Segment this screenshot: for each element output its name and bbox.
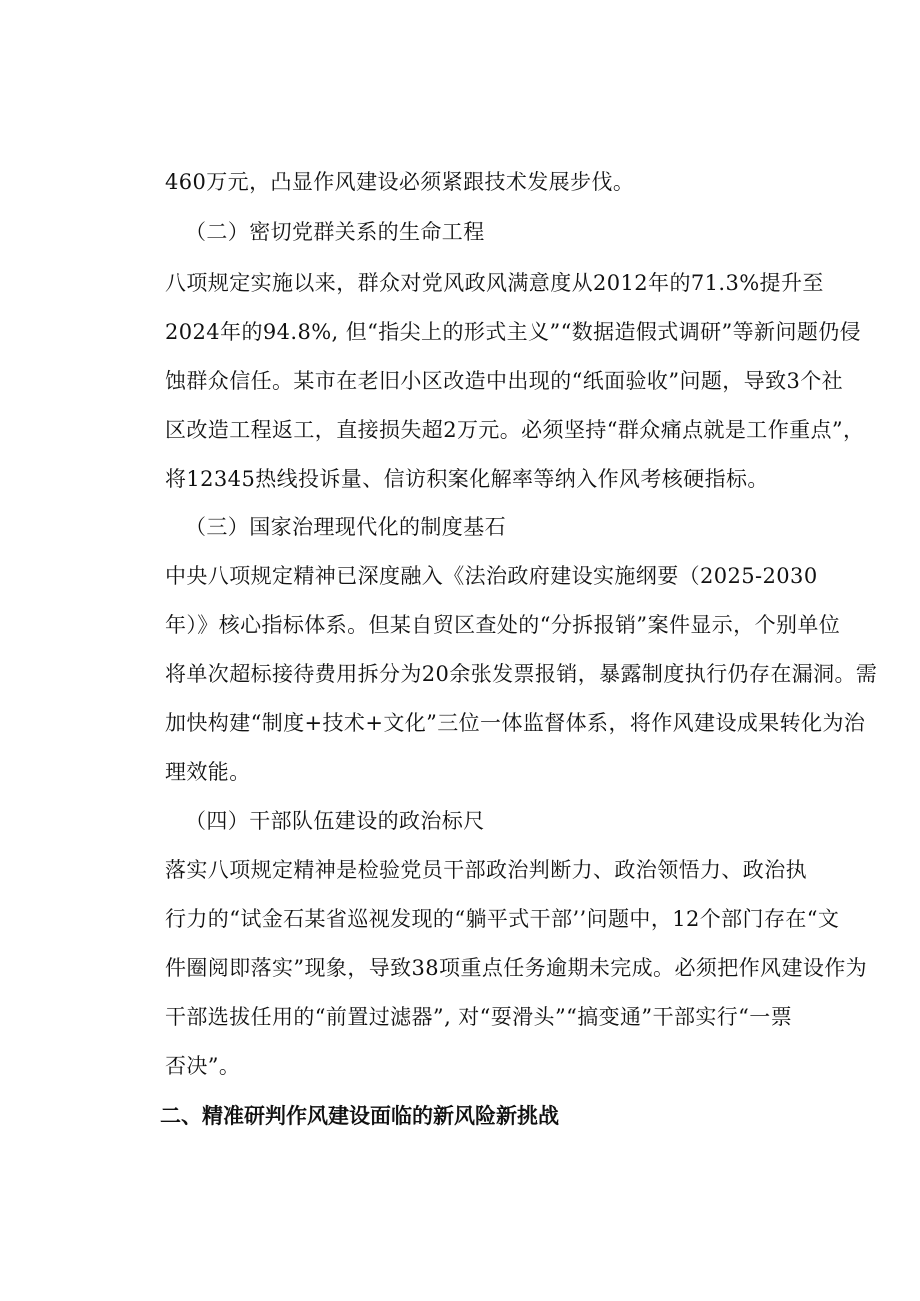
paragraph-line: 460万元，凸显作风建设必须紧跟技术发展步伐。 — [165, 170, 635, 194]
paragraph-line: 年）》核心指标体系。但某自贸区查处的“分拆报销”案件显示，个别单位 — [165, 613, 841, 637]
paragraph-line: 否决”。 — [165, 1054, 241, 1078]
paragraph-line: 加快构建“制度+技术+文化”三位一体监督体系，将作风建设成果转化为治 — [165, 711, 866, 735]
paragraph-line: 八项规定实施以来，群众对党风政风满意度从2012年的71.3%提升至 — [165, 271, 824, 295]
paragraph-line: 落实八项规定精神是检验党员干部政治判断力、政治领悟力、政治执 — [165, 858, 807, 882]
paragraph-line: 区改造工程返工，直接损失超2万元。必须坚持“群众痛点就是工作重点”， — [165, 418, 865, 442]
paragraph-line: 2024年的94.8%, 但“指尖上的形式主义”“数据造假式调研”等新问题仍侵 — [165, 320, 862, 344]
paragraph-line: 干部选拔任用的“前置过滤器”, 对“耍滑头”“搞变通”干部实行“一票 — [165, 1005, 793, 1029]
section-heading: （三）国家治理现代化的制度基石 — [185, 515, 506, 539]
paragraph-line: 理效能。 — [165, 760, 251, 784]
paragraph-line: 将12345热线投诉量、信访积案化解率等纳入作风考核硬指标。 — [165, 467, 769, 491]
paragraph-line: 将单次超标接待费用拆分为20余张发票报销，暴露制度执行仍存在漏洞。需 — [165, 662, 878, 686]
section-heading: （四）干部队伍建设的政治标尺 — [185, 809, 485, 833]
paragraph-line: 蚀群众信任。某市在老旧小区改造中出现的“纸面验收”问题，导致3个社 — [165, 369, 844, 393]
chapter-heading: 二、精准研判作风建设面临的新风险新挑战 — [160, 1104, 559, 1128]
paragraph-line: 行力的“试金石某省巡视发现的“躺平式干部’’问题中，12个部门存在“文 — [165, 907, 840, 931]
paragraph-line: 件圈阅即落实”现象，导致38项重点任务逾期未完成。必须把作风建设作为 — [165, 956, 868, 980]
section-heading: （二）密切党群关系的生命工程 — [185, 220, 485, 244]
paragraph-line: 中央八项规定精神已深度融入《法治政府建设实施纲要（2025-2030 — [165, 564, 818, 588]
